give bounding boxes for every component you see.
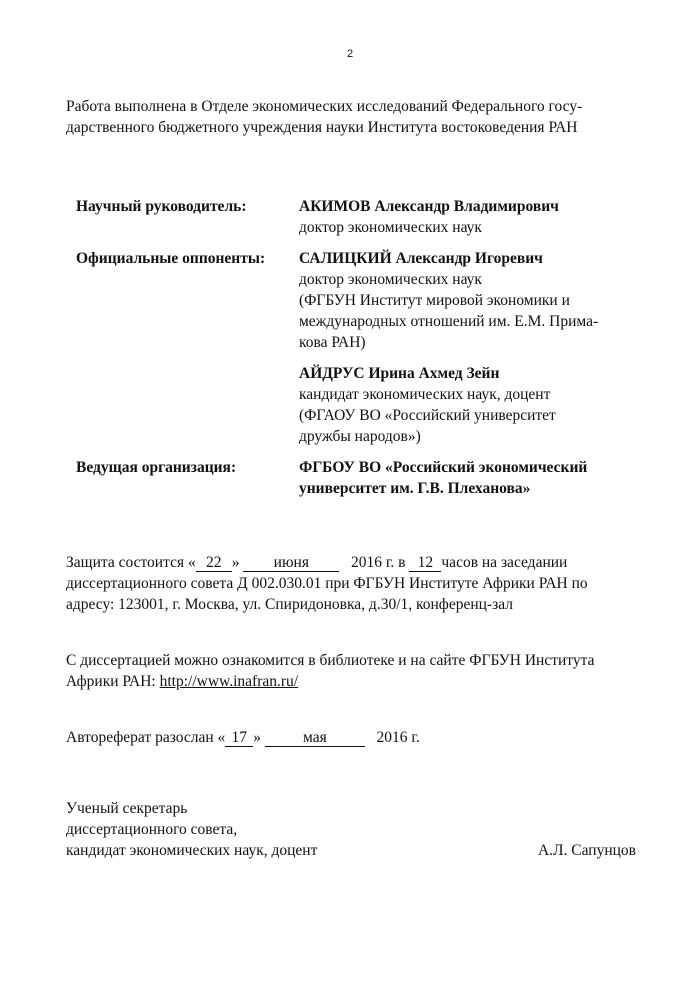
secretary-line-1: Ученый секретарь <box>66 800 188 817</box>
opponent-1-org-line-1: (ФГБУН Институт мировой экономики и <box>299 292 570 309</box>
lead-org-label: Ведущая организация: <box>76 459 237 476</box>
library-line-1: С диссертацией можно ознакомится в библиотеке и на сайте ФГБУН Института <box>66 652 595 669</box>
sent-line <box>66 727 636 748</box>
supervisor-row <box>76 196 632 238</box>
defense-day: 22 <box>196 554 232 572</box>
library-line-2 <box>66 671 636 692</box>
lead-org-details <box>299 457 632 499</box>
lead-org-line-2: университет им. Г.В. Плеханова» <box>299 480 531 497</box>
defense-suffix: часов на заседании <box>441 554 568 571</box>
library-paragraph <box>66 650 636 692</box>
secretary-block <box>66 798 636 861</box>
opponents-details <box>299 248 632 447</box>
intro-paragraph <box>66 96 626 138</box>
defense-hour: 12 <box>409 554 441 572</box>
intro-line-2: дарственного бюджетного учреждения науки Института востоковедения РАН <box>66 119 578 136</box>
intro-line-1: Работа выполнена в Отделе экономических исследований Федерального госу- <box>66 98 583 115</box>
page-number: 2 <box>346 48 354 60</box>
opponents-label: Официальные оппоненты: <box>76 250 266 267</box>
defense-line-2: диссертационного совета Д 002.030.01 при ФГБУН Институте Африки РАН по <box>66 575 588 592</box>
secretary-name: А.Л. Сапунцов <box>537 842 636 859</box>
defense-line-3: адресу: 123001, г. Москва, ул. Спиридоновка, д.30/1, конференц-зал <box>66 596 513 613</box>
defense-line-1 <box>66 552 636 573</box>
opponent-2-name: АЙДРУС Ирина Ахмед Зейн <box>299 365 500 382</box>
opponents-row <box>76 248 632 447</box>
opponent-1 <box>299 248 632 353</box>
supervisor-person <box>299 196 632 238</box>
defense-prefix: Защита состоится « <box>66 554 196 571</box>
sent-day: 17 <box>225 729 253 747</box>
sent-quote-close: » <box>253 729 262 746</box>
library-prefix: Африки РАН: <box>66 673 160 690</box>
website-link[interactable]: http://www.inafran.ru/ <box>159 673 299 690</box>
lead-org-line-1: ФГБОУ ВО «Российский экономический <box>299 459 588 476</box>
opponent-1-org-line-2: международных отношений им. Е.М. Прима- <box>299 313 599 330</box>
supervisor-details <box>299 196 632 238</box>
opponent-2-org-line-2: дружбы народов») <box>299 428 421 445</box>
sent-month: мая <box>265 729 365 747</box>
opponent-1-org-line-3: кова РАН) <box>299 334 366 351</box>
defense-year: 2016 г. в <box>350 554 406 571</box>
sent-prefix: Автореферат разослан « <box>66 729 226 746</box>
defense-paragraph <box>66 552 636 615</box>
opponent-1-name: САЛИЦКИЙ Александр Игоревич <box>299 250 543 267</box>
opponent-2-org-line-1: (ФГАОУ ВО «Российский университет <box>299 407 556 424</box>
secretary-line-3 <box>66 840 636 861</box>
sent-year: 2016 г. <box>376 729 420 746</box>
opponent-2 <box>299 363 632 447</box>
defense-month: июня <box>243 554 339 572</box>
supervisor-degree: доктор экономических наук <box>299 219 482 236</box>
supervisor-label: Научный руководитель: <box>76 198 247 215</box>
lead-org-row <box>76 457 632 499</box>
opponent-2-degree: кандидат экономических наук, доцент <box>299 386 551 403</box>
defense-quote-close: » <box>231 554 240 571</box>
roles-section <box>76 196 632 509</box>
secretary-title: кандидат экономических наук, доцент <box>66 842 318 859</box>
supervisor-name: АКИМОВ Александр Владимирович <box>299 198 559 215</box>
opponent-1-degree: доктор экономических наук <box>299 271 482 288</box>
secretary-line-2: диссертационного совета, <box>66 821 238 838</box>
